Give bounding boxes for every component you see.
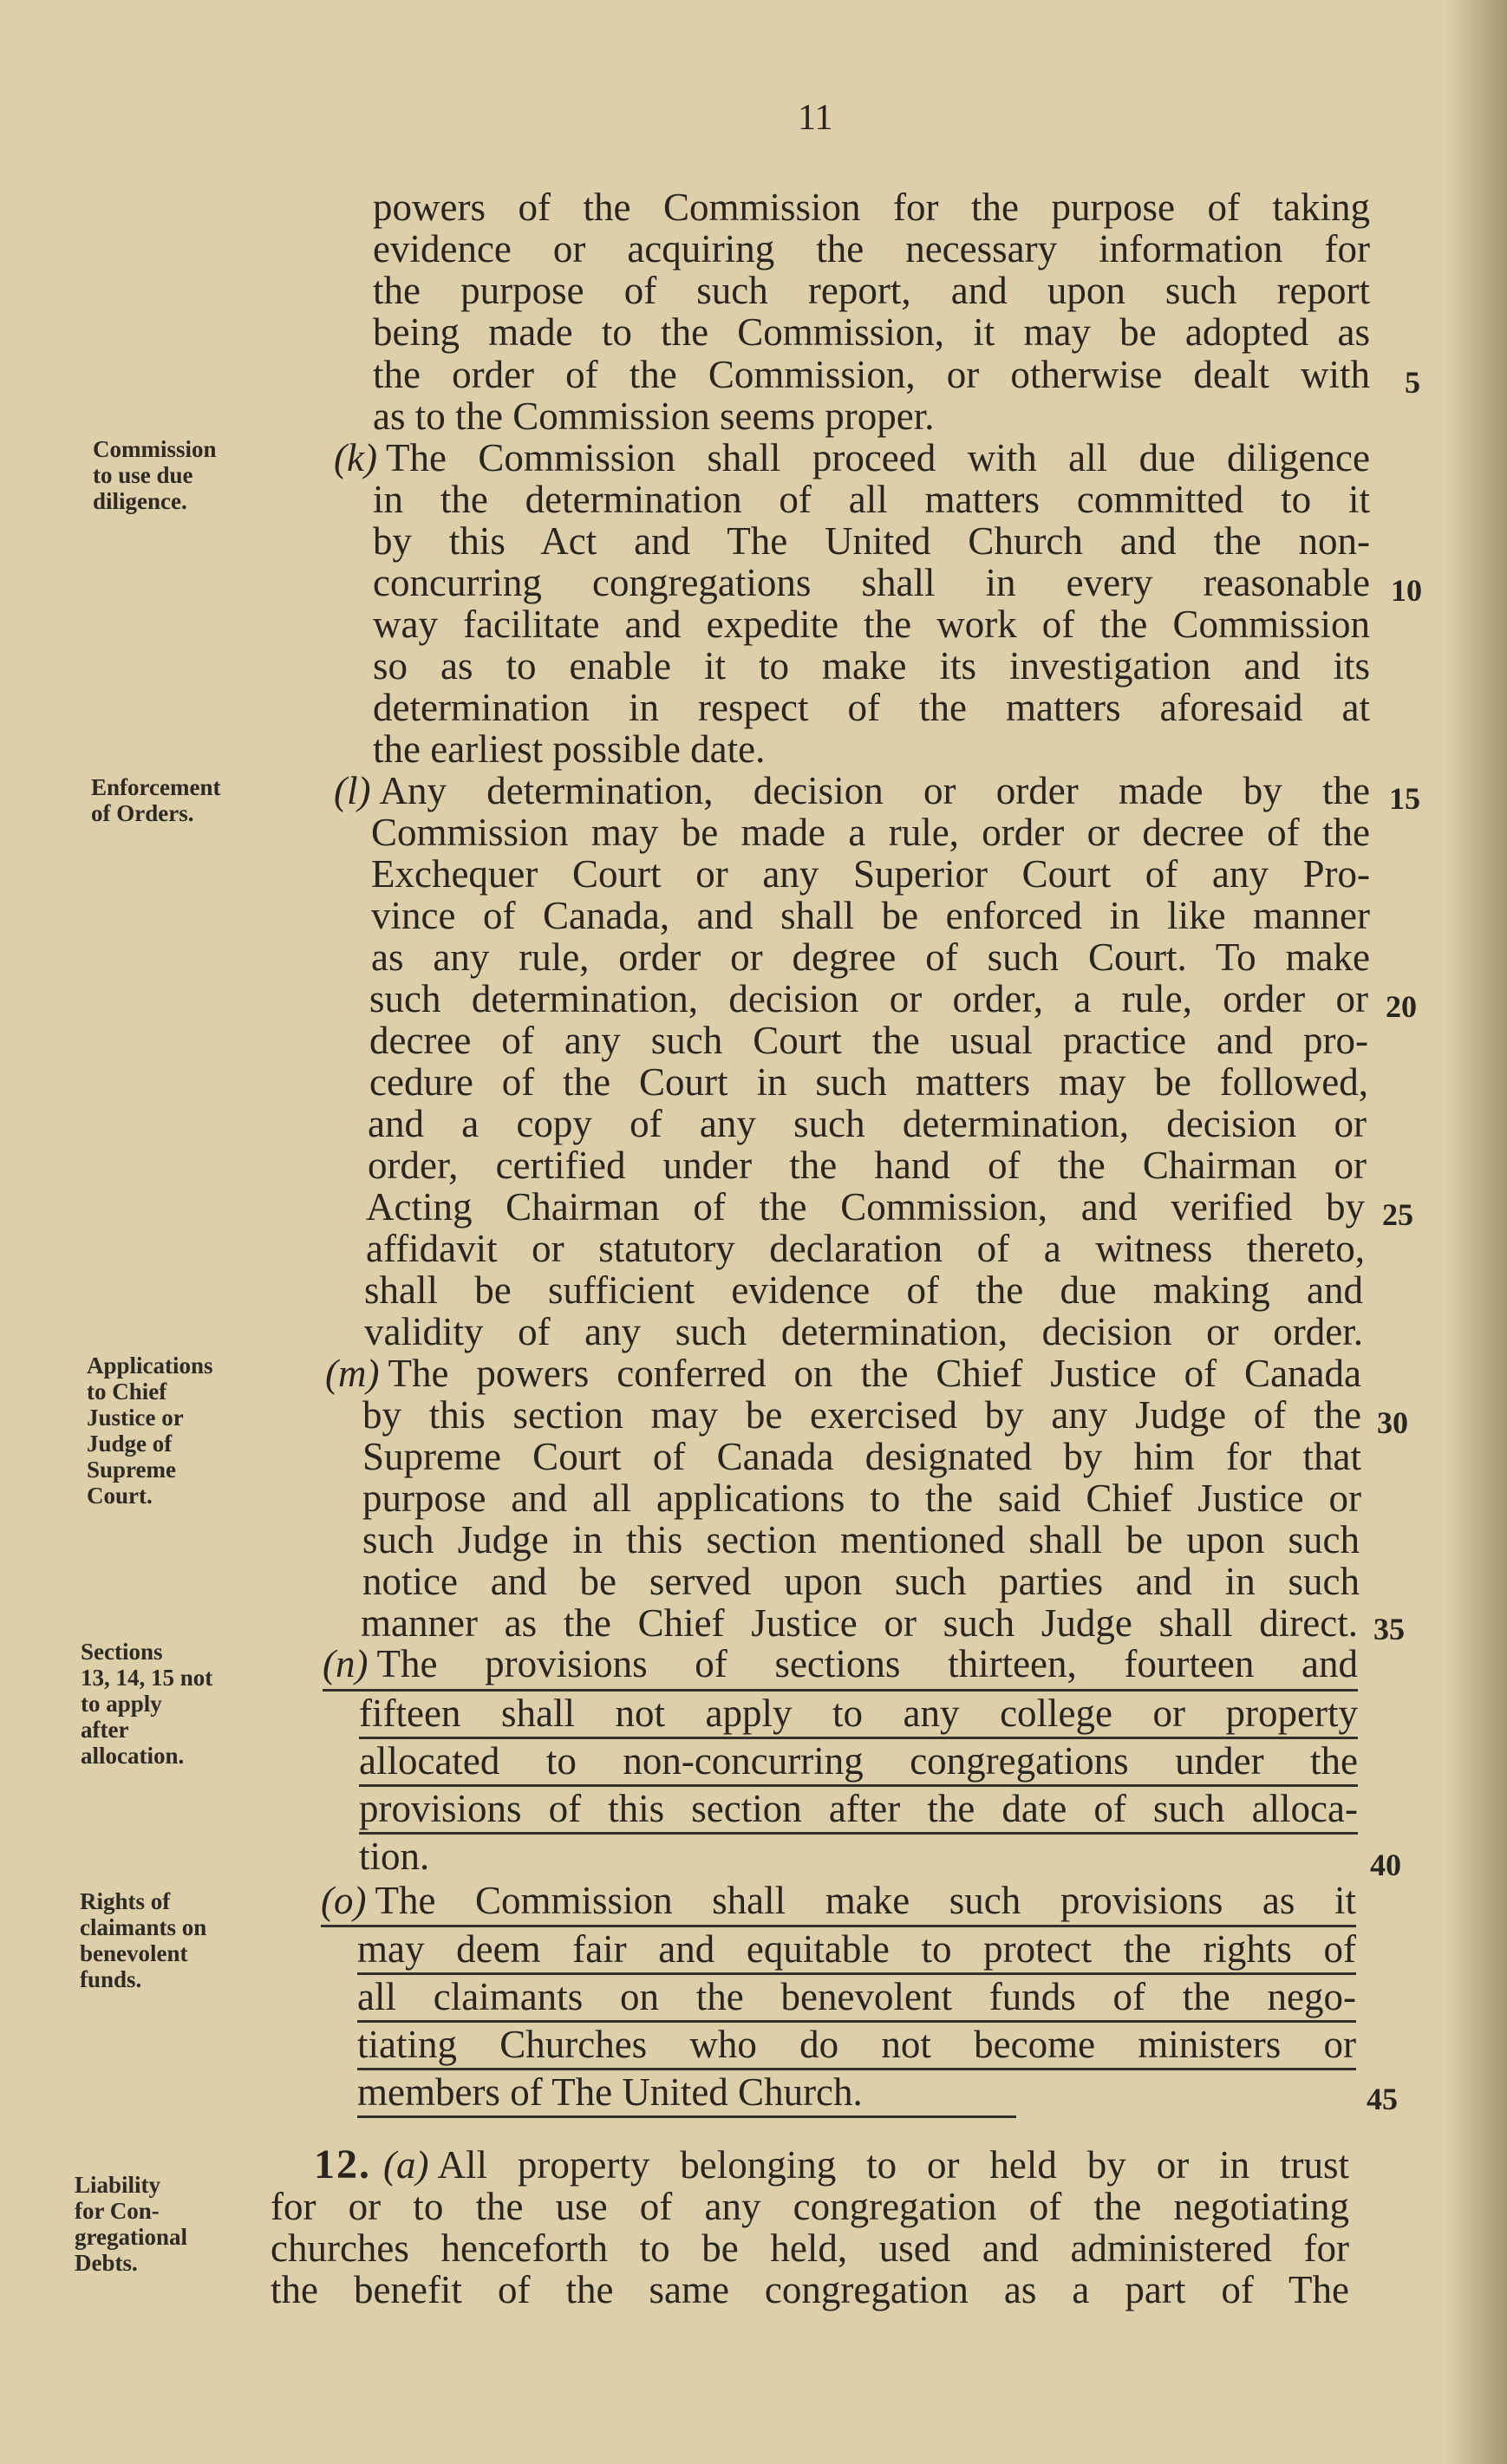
text-line: by this section may be exercised by any Judge of the — [362, 1393, 1361, 1437]
margin-note-sections — [81, 1639, 212, 1769]
text-line: powers of the Commission for the purpose of taking — [373, 186, 1370, 229]
text-line: cedure of the Court in such matters may be followed, — [369, 1060, 1368, 1104]
margin-note-line: allocation. — [81, 1743, 185, 1769]
strike-underline — [357, 2115, 1016, 2118]
margin-note-line: to apply — [81, 1691, 162, 1717]
margin-note-line: Applications — [87, 1353, 213, 1379]
text-line: evidence or acquiring the necessary information for — [373, 227, 1370, 271]
text-line: provisions of this section after the date of such alloca- — [359, 1787, 1358, 1830]
text-line: such Judge in this section mentioned shall be upon such — [362, 1518, 1360, 1561]
text-line: tiating Churches who do not become ministers or — [357, 2023, 1356, 2066]
text-line: so as to enable it to make its investigation and its — [373, 644, 1370, 688]
margin-note-line: Court. — [87, 1483, 153, 1509]
margin-note-line: Debts. — [75, 2250, 138, 2276]
text-line: Commission may be made a rule, order or decree of the — [371, 811, 1370, 854]
line-number: 20 — [1386, 989, 1417, 1024]
text-line: being made to the Commission, it may be adopted as — [373, 310, 1370, 354]
text-line: Any determination, decision or order made by the — [379, 769, 1370, 812]
text-line: tion. — [359, 1835, 430, 1878]
margin-note-line: Commission — [93, 436, 217, 462]
margin-note-line: to Chief — [87, 1379, 167, 1405]
page-edge-shadow — [1446, 0, 1507, 2464]
line-number: 10 — [1391, 573, 1422, 608]
paragraph-k-first-line — [334, 437, 1370, 479]
page-number: 11 — [798, 98, 833, 138]
text-line: notice and be served upon such parties and in such — [362, 1560, 1360, 1603]
margin-note-line: for Con- — [75, 2198, 160, 2224]
text-line: vince of Canada, and shall be enforced in like manner — [371, 894, 1370, 937]
paragraph-label: (k) — [334, 436, 377, 479]
text-line: by this Act and The United Church and the non- — [373, 519, 1370, 563]
margin-note-line: funds. — [80, 1966, 142, 1992]
text-line: shall be sufficient evidence of the due making and — [364, 1268, 1363, 1312]
margin-note-line: Supreme — [87, 1457, 177, 1483]
text-line: churches henceforth to be held, used and administered for — [271, 2226, 1349, 2270]
line-number: 45 — [1367, 2082, 1398, 2116]
margin-note-line: Enforcement — [91, 774, 221, 800]
margin-note-line: to use due — [93, 462, 193, 488]
paragraph-label: (m) — [325, 1352, 380, 1395]
line-number: 40 — [1370, 1848, 1401, 1882]
margin-note-line: gregational — [75, 2224, 187, 2250]
margin-note-line: benevolent — [80, 1940, 188, 1966]
line-number: 15 — [1389, 781, 1420, 816]
text-line: affidavit or statutory declaration of a witness thereto, — [366, 1227, 1365, 1270]
margin-note-enforcement — [91, 774, 220, 826]
text-line: and a copy of any such determination, decision or — [368, 1102, 1367, 1145]
margin-note-line: Liability — [75, 2172, 161, 2198]
text-line: the benefit of the same congregation as a part of The — [271, 2268, 1349, 2311]
paragraph-l-first-line — [334, 770, 1370, 812]
text-line: may deem fair and equitable to protect the rights of — [357, 1927, 1356, 1971]
text-line: The Commission shall make such provisions as it — [375, 1879, 1356, 1922]
paragraph-label: (o) — [321, 1879, 367, 1922]
margin-note-line: of Orders. — [91, 800, 194, 826]
text-line: The Commission shall proceed with all due diligence — [385, 436, 1370, 479]
text-line: such determination, decision or order, a rule, order or — [369, 977, 1368, 1020]
text-line: purpose and all applications to the said Chief Justice or — [362, 1476, 1361, 1520]
text-line: fifteen shall not apply to any college or property — [359, 1692, 1358, 1735]
paragraph-n-first-line — [323, 1643, 1358, 1685]
text-line: as to the Commission seems proper. — [373, 394, 935, 438]
section-12-first-line — [314, 2141, 1349, 2187]
margin-note-line: 13, 14, 15 not — [81, 1665, 213, 1691]
paragraph-label: (n) — [323, 1642, 369, 1685]
text-line: the purpose of such report, and upon such report — [373, 269, 1370, 312]
paragraph-m-first-line — [325, 1353, 1361, 1394]
line-number: 25 — [1382, 1197, 1413, 1232]
paragraph-label: (l) — [334, 769, 371, 812]
strike-underline — [359, 1832, 1358, 1835]
text-line: decree of any such Court the usual practice and pro- — [369, 1019, 1368, 1062]
line-number: 30 — [1377, 1405, 1408, 1440]
text-line: The powers conferred on the Chief Justice of Canada — [388, 1352, 1361, 1395]
margin-note-rights — [80, 1888, 206, 1992]
text-line: determination in respect of the matters aforesaid at — [373, 686, 1370, 729]
text-line: Acting Chairman of the Commission, and verified by — [366, 1185, 1365, 1229]
text-line: concurring congregations shall in every reasonable — [373, 561, 1370, 604]
margin-note-applications — [87, 1353, 213, 1509]
margin-note-line: Sections — [81, 1639, 163, 1665]
text-line: for or to the use of any congregation of the negotiating — [271, 2185, 1349, 2228]
text-line: Supreme Court of Canada designated by him for that — [362, 1435, 1361, 1478]
text-line: order, certified under the hand of the Chairman or — [368, 1144, 1367, 1187]
text-line: Exchequer Court or any Superior Court of any Pro- — [371, 852, 1370, 896]
margin-note-line: Judge of — [87, 1431, 173, 1457]
margin-note-line: claimants on — [80, 1914, 207, 1940]
text-line: All property belonging to or held by or in trust — [437, 2143, 1349, 2187]
text-line: the earliest possible date. — [373, 727, 766, 771]
margin-note-line: after — [81, 1717, 129, 1743]
margin-note-line: Rights of — [80, 1888, 171, 1914]
paragraph-o-first-line — [321, 1880, 1356, 1921]
margin-note-liability — [75, 2172, 187, 2276]
section-number: 12. — [314, 2141, 371, 2187]
paragraph-label: (a) — [383, 2143, 429, 2187]
text-line: allocated to non-concurring congregations under the — [359, 1739, 1358, 1783]
text-line: in the determination of all matters committed to it — [373, 478, 1370, 521]
text-line: The provisions of sections thirteen, fourteen and — [376, 1642, 1358, 1685]
margin-note-diligence — [93, 436, 217, 514]
line-number: 5 — [1405, 365, 1420, 400]
text-line: validity of any such determination, decision or order. — [364, 1310, 1363, 1353]
margin-note-line: Justice or — [87, 1405, 184, 1431]
margin-note-line: diligence. — [93, 488, 187, 514]
text-line: the order of the Commission, or otherwise dealt with — [373, 353, 1370, 396]
line-number: 35 — [1373, 1612, 1405, 1646]
text-line: as any rule, order or degree of such Court. To make — [371, 935, 1370, 979]
text-line: members of The United Church. — [357, 2070, 863, 2114]
text-line: all claimants on the benevolent funds of the nego- — [357, 1975, 1356, 2018]
text-line: way facilitate and expedite the work of the Commission — [373, 603, 1370, 646]
text-line: manner as the Chief Justice or such Judge shall direct. — [361, 1601, 1358, 1645]
